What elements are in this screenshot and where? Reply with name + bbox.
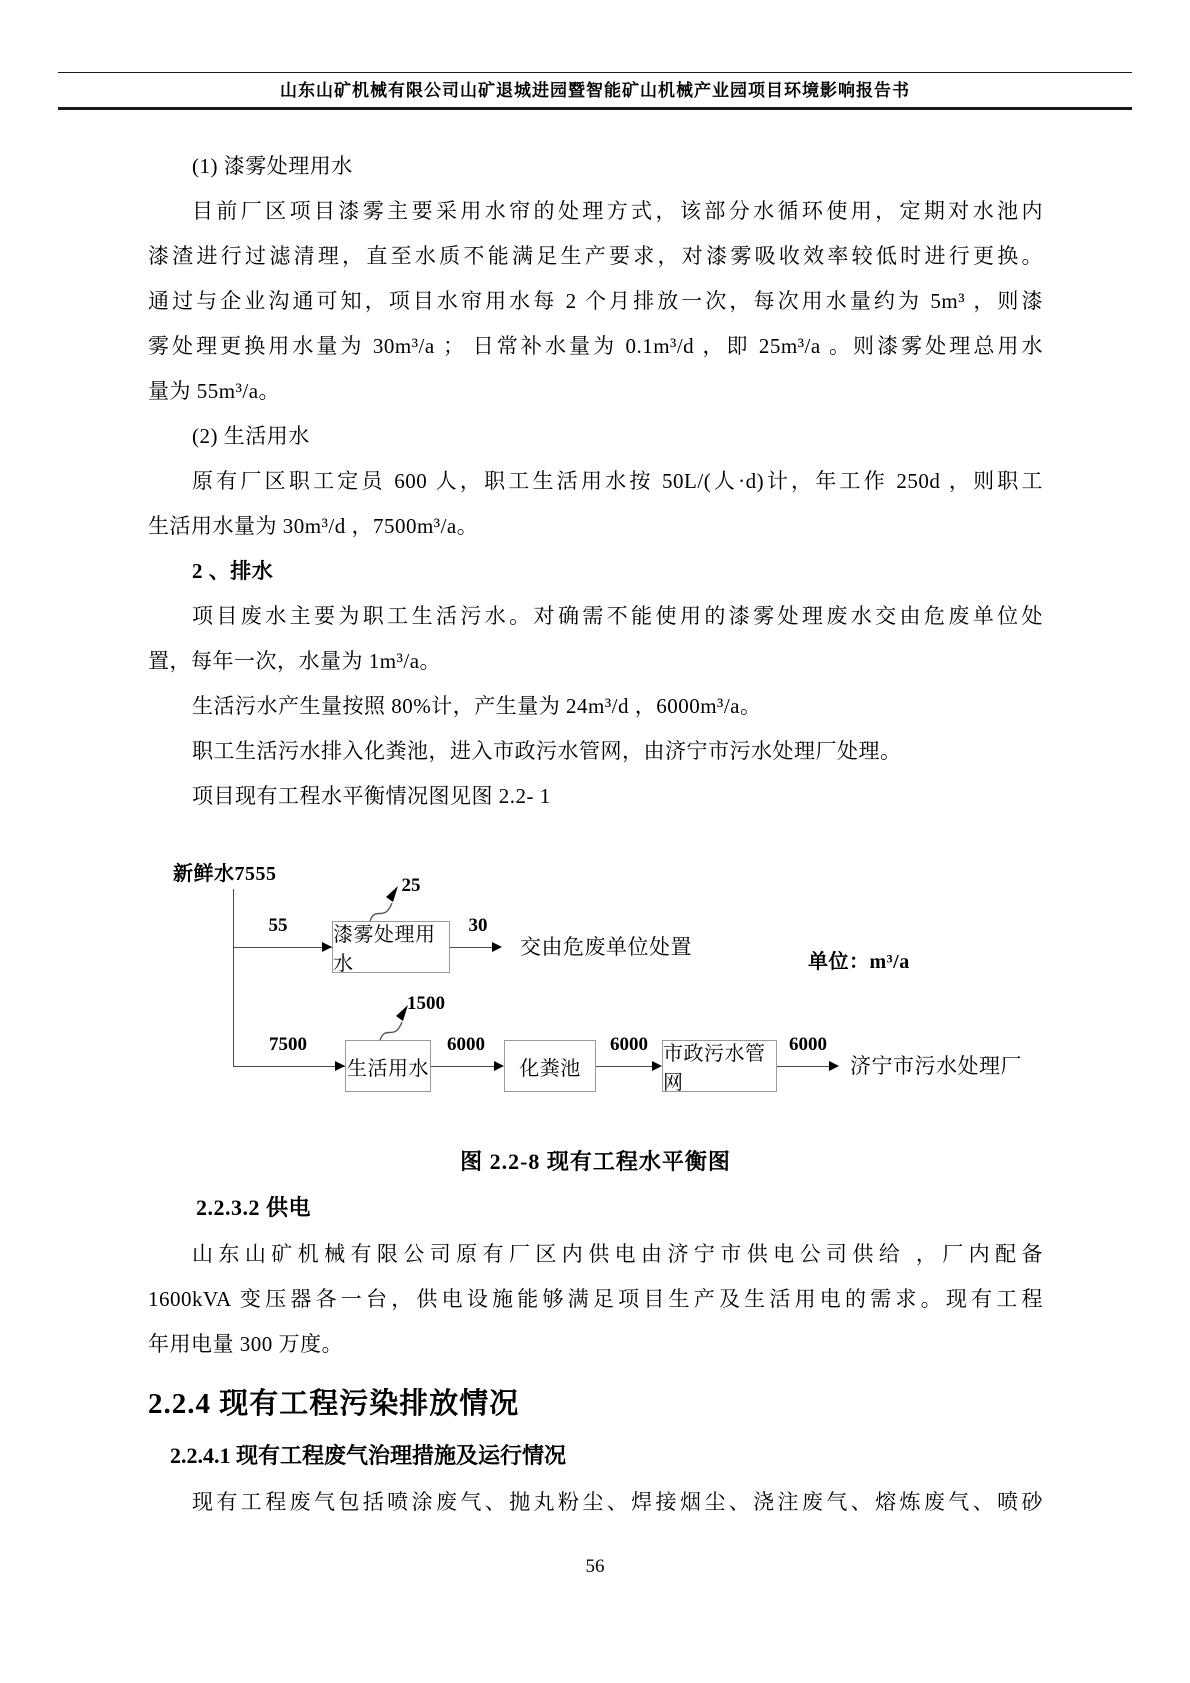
body-line: 置，每年一次，水量为 1m³/a。 xyxy=(148,649,442,673)
arrowhead-icon xyxy=(335,1061,345,1071)
water-balance-diagram xyxy=(148,819,1043,1111)
body-line: 现有工程废气包括喷涂废气、抛丸粉尘、焊接烟尘、浇注废气、熔炼废气、喷砂 xyxy=(192,1490,1043,1514)
body-line: 漆渣进行过滤清理，直至水质不能满足生产要求，对漆雾吸收效率较低时进行更换。 xyxy=(148,244,1043,268)
heading-pollution-discharge: 2.2.4 现有工程污染排放情况 xyxy=(148,1388,520,1420)
flow-value-30: 30 xyxy=(468,915,488,936)
body-line: 目前厂区项目漆雾主要采用水帘的处理方式，该部分水循环使用，定期对水池内 xyxy=(192,199,1043,223)
flow-value-1500: 1500 xyxy=(407,993,445,1014)
page-header xyxy=(0,0,1190,110)
body-line: 通过与企业沟通可知，项目水帘用水每 2 个月排放一次，每次用水量约为 5m³ ，则漆 xyxy=(148,289,1043,313)
header-rule-bottom xyxy=(58,107,1132,110)
heading-drainage: 2 、排水 xyxy=(192,559,274,583)
body-line: 职工生活污水排入化粪池，进入市政污水管网，由济宁市污水处理厂处理。 xyxy=(192,739,902,763)
flow-value-25: 25 xyxy=(401,875,421,896)
body-line: 量为 55m³/a。 xyxy=(148,379,281,403)
body-line: 生活污水产生量按照 80%计，产生量为 24m³/d ，6000m³/a。 xyxy=(192,694,762,718)
flow-line-vertical xyxy=(233,889,234,1067)
municipal-network-box: 市政污水管网 xyxy=(662,1040,777,1092)
septic-tank-box: 化粪池 xyxy=(504,1040,596,1092)
body-line: 项目现有工程水平衡情况图见图 2.2- 1 xyxy=(192,784,551,808)
hazard-disposal-label: 交由危废单位处置 xyxy=(520,935,692,959)
flow-line xyxy=(596,1066,653,1067)
arrowhead-icon xyxy=(829,1061,839,1071)
arrowhead-icon xyxy=(494,1061,504,1071)
unit-label: 单位：m³/a xyxy=(808,951,910,973)
header-rule-top xyxy=(58,72,1132,73)
flow-value-6000: 6000 xyxy=(447,1034,485,1055)
heading-living-water: (2) 生活用水 xyxy=(192,424,310,448)
flow-value-6000: 6000 xyxy=(610,1034,648,1055)
flow-line xyxy=(233,1066,345,1067)
flow-value-55: 55 xyxy=(268,915,288,936)
page-number: 56 xyxy=(585,1556,605,1577)
body-line: 雾处理更换用水量为 30m³/a ； 日常补水量为 0.1m³/d ，即 25m³/a 。则漆雾处理总用水 xyxy=(148,334,1043,358)
living-water-box: 生活用水 xyxy=(345,1040,431,1092)
body-line: 山东山矿机械有限公司原有厂区内供电由济宁市供电公司供给 ，厂内配备 xyxy=(192,1242,1043,1266)
arrowhead-icon xyxy=(652,1061,662,1071)
body-line: 生活用水量为 30m³/d ，7500m³/a。 xyxy=(148,514,479,538)
figure-caption: 图 2.2-8 现有工程水平衡图 xyxy=(460,1149,731,1174)
body-line: 项目废水主要为职工生活污水。对确需不能使用的漆雾处理废水交由危废单位处 xyxy=(192,604,1043,628)
arrowhead-icon xyxy=(492,942,502,952)
paint-mist-water-box: 漆雾处理用水 xyxy=(332,921,450,973)
flow-value-6000: 6000 xyxy=(789,1034,827,1055)
fresh-water-label: 新鲜水7555 xyxy=(173,863,277,885)
heading-waste-gas-treatment: 2.2.4.1 现有工程废气治理措施及运行情况 xyxy=(170,1443,567,1468)
body-line: 1600kVA 变压器各一台，供电设施能够满足项目生产及生活用电的需求。现有工程 xyxy=(148,1287,1043,1311)
flow-line xyxy=(431,1066,495,1067)
flow-value-7500: 7500 xyxy=(269,1034,307,1055)
heading-paint-mist-water: (1) 漆雾处理用水 xyxy=(192,154,353,178)
header-title: 山东山矿机械有限公司山矿退城进园暨智能矿山机械产业园项目环境影响报告书 xyxy=(280,81,910,100)
body-line: 原有厂区职工定员 600 人，职工生活用水按 50L/(人·d)计，年工作 250d ，则职工 xyxy=(192,469,1043,493)
arrowhead-icon xyxy=(322,942,332,952)
treatment-plant-label: 济宁市污水处理厂 xyxy=(850,1054,1022,1078)
document-body xyxy=(148,144,1043,1525)
body-line: 年用电量 300 万度。 xyxy=(148,1332,343,1356)
flow-line xyxy=(233,947,332,948)
flow-line xyxy=(777,1066,829,1067)
heading-power-supply: 2.2.3.2 供电 xyxy=(196,1195,312,1220)
